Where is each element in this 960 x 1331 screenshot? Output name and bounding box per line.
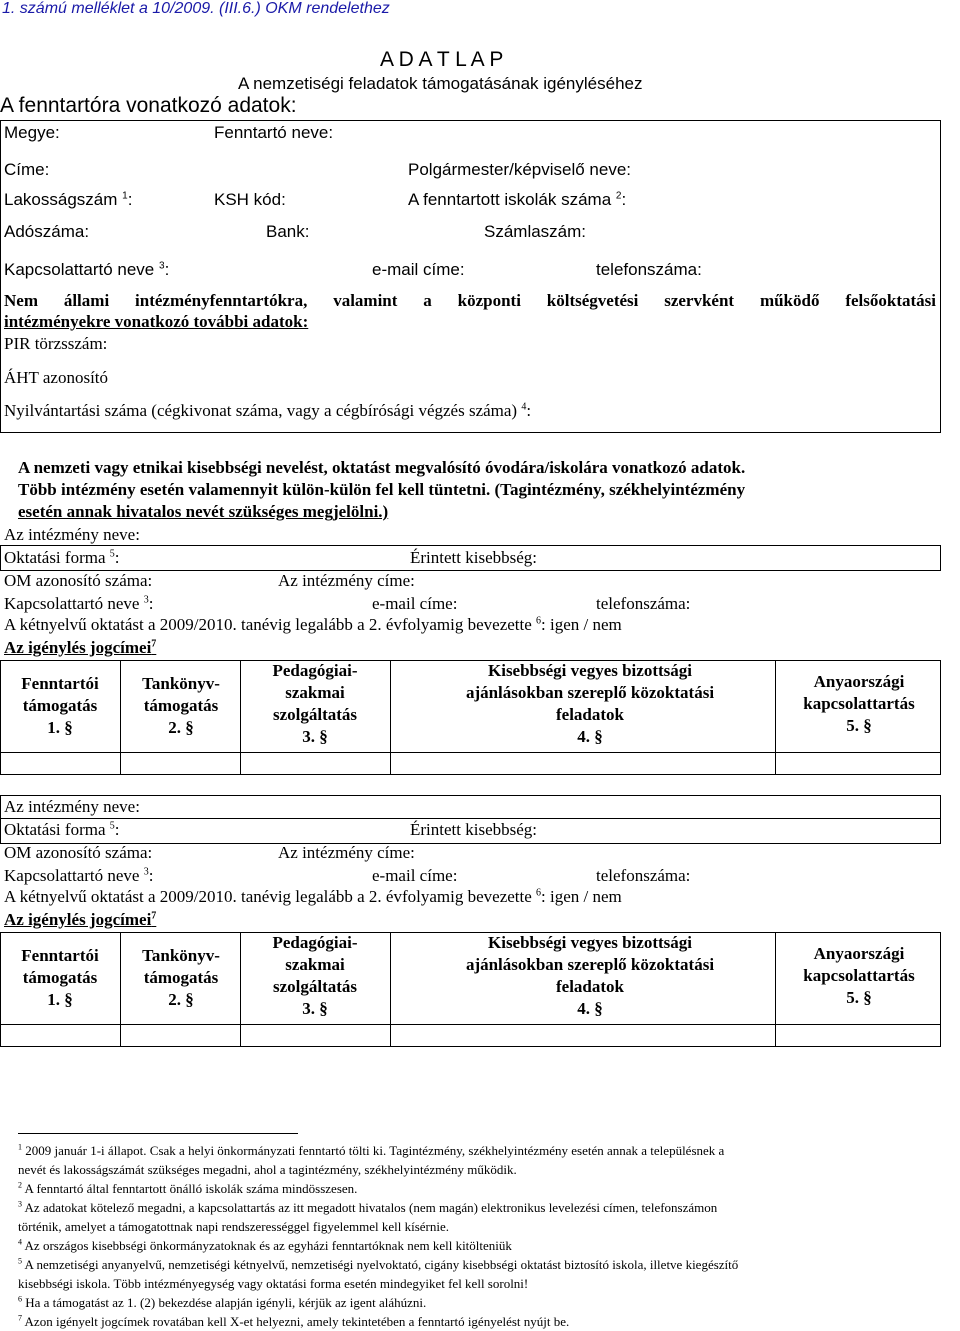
grounds2-col-motherland-relations: Anyaországi kapcsolattartás 5. §	[803, 944, 915, 1007]
grounds-col-owner-support: Fenntartói támogatás 1. §	[21, 674, 99, 737]
footnote-number: 1	[18, 1142, 22, 1152]
footnote-text: kisebbségi iskola. Több intézményegység vagy oktatási forma esetén mindegyiket fel kell sorolni!	[18, 1276, 529, 1291]
institution-name-field-2[interactable]	[0, 795, 941, 819]
phone-label: telefonszáma:	[596, 260, 702, 279]
footnote-number: 3	[18, 1199, 22, 1209]
grounds2-col-minority-committee-tasks: Kisebbségi vegyes bizottsági ajánlásokban szereplő közoktatási feladatok 4. §	[465, 933, 715, 1018]
ksh-code-label: KSH kód:	[214, 190, 286, 209]
county-label: Megye:	[4, 123, 60, 142]
inst-contact-label: Kapcsolattartó neve $^3$:	[4, 594, 154, 613]
footnote-line	[18, 1198, 948, 1217]
education-form-label-2: Oktatási forma $^5$:	[4, 820, 120, 839]
institution-intro-1: A nemzeti vagy etnikai kisebbségi nevelést, oktatást megvalósító óvodára/iskolára vonatkozó adatok.	[18, 458, 746, 477]
footnote-text: nevét és lakosságszámát szükséges megadni, ahol a tagintézmény, székhelyintézmény működik.	[18, 1162, 517, 1177]
footnote-line	[18, 1255, 948, 1274]
inst-contact-label-2: Kapcsolattartó neve $^3$:	[4, 866, 154, 885]
footnote-line	[18, 1179, 948, 1198]
om-id-label: OM azonosító száma:	[4, 571, 153, 590]
contact-label: Kapcsolattartó neve $^3$:	[4, 260, 170, 279]
institution-intro-3: esetén annak hivatalos nevét szükséges megjelölni.)	[18, 502, 389, 521]
footnote-number: 5	[18, 1256, 22, 1266]
footnote-line	[18, 1293, 948, 1312]
grounds2-cell-4[interactable]	[391, 1025, 775, 1046]
footnote-line	[18, 1274, 948, 1293]
institution-address-label-2: Az intézmény címe:	[278, 843, 415, 862]
footnote-number: 4	[18, 1237, 22, 1247]
footnote-number: 7	[18, 1313, 22, 1323]
grounds2-col-pedagogical-service: Pedagógiai- szakmai szolgáltatás 3. §	[272, 933, 358, 1018]
grounds-cell-5[interactable]	[776, 753, 940, 774]
owner-name-label: Fenntartó neve:	[214, 123, 334, 142]
grounds2-col-owner-support: Fenntartói támogatás 1. §	[21, 946, 99, 1009]
grounds-col-textbook-support: Tankönyv- támogatás 2. §	[142, 674, 220, 737]
annex-note: 1. számú melléklet a 10/2009. (III.6.) OKM rendelethez	[2, 0, 390, 17]
institution-name-label-2: Az intézmény neve:	[4, 797, 140, 816]
inst-email-label-2: e-mail címe:	[372, 866, 458, 885]
grounds2-col-textbook-support: Tankönyv- támogatás 2. §	[142, 946, 220, 1009]
inst-email-label: e-mail címe:	[372, 594, 458, 613]
footnote-text: A nemzetiségi anyanyelvű, nemzetiségi kétnyelvű, nemzetiségi nyelvoktató, cigány kisebbségi oktatást biztosító iskola, illetve kiegészítő	[24, 1257, 739, 1272]
inst-phone-label-2: telefonszáma:	[596, 866, 691, 885]
grounds-cell-3[interactable]	[241, 753, 390, 774]
institution-address-label: Az intézmény címe:	[278, 571, 415, 590]
form-subtitle: A nemzetiségi feladatok támogatásának igényléséhez	[238, 74, 643, 93]
address-label: Címe:	[4, 160, 50, 179]
grounds-col-motherland-relations: Anyaországi kapcsolattartás 5. §	[803, 672, 915, 735]
inst-phone-label: telefonszáma:	[596, 594, 691, 613]
tax-number-label: Adószáma:	[4, 222, 90, 241]
email-label: e-mail címe:	[372, 260, 465, 279]
footnote-separator	[18, 1133, 298, 1134]
om-id-label-2: OM azonosító száma:	[4, 843, 153, 862]
footnote-number: 6	[18, 1294, 22, 1304]
footnote-text: Az országos kisebbségi önkormányzatoknak és az egyházi fenntartóknak nem kell kitölteniük	[24, 1238, 512, 1253]
bilingual-question-2: A kétnyelvű oktatást a 2009/2010. tanévig legalább a 2. évfolyamig bevezette $^6$: igen / nem	[4, 887, 622, 906]
grounds-cell-4[interactable]	[391, 753, 775, 774]
education-form-label: Oktatási forma $^5$:	[4, 548, 120, 567]
institution-name-label: Az intézmény neve:	[4, 525, 140, 544]
bilingual-answer[interactable]: igen / nem	[550, 615, 622, 634]
footnote-line	[18, 1217, 948, 1236]
bilingual-answer-2[interactable]: igen / nem	[550, 887, 622, 906]
mayor-label: Polgármester/képviselő neve:	[408, 160, 632, 179]
aht-label: ÁHT azonosító	[4, 368, 109, 387]
form-title: A D A T L A P	[380, 48, 504, 71]
footnote-line	[18, 1236, 948, 1255]
grounds-cell-2[interactable]	[121, 753, 240, 774]
account-label: Számlaszám:	[484, 222, 587, 241]
population-label: Lakosságszám $^1$:	[4, 190, 133, 209]
footnotes	[18, 1141, 948, 1331]
footnote-text: történik, amelyet a támogatottnak napi rendszerességgel figyelemmel kell kísérnie.	[18, 1219, 450, 1234]
footnote-text: Ha a támogatást az 1. (2) bekezdése alapján igényli, kérjük az igent aláhúzni.	[25, 1295, 427, 1310]
grounds2-cell-1[interactable]	[1, 1025, 120, 1046]
footnote-line	[18, 1160, 948, 1179]
bank-label: Bank:	[266, 222, 310, 241]
grounds-heading-2: Az igénylés jogcímei$^7$	[4, 910, 157, 929]
footnote-text: Azon igényelt jogcímek rovatában kell X-et helyezni, amely tekintetében a fenntartó igényelést nyújt be.	[24, 1314, 570, 1329]
owner-section-heading: A fenntartóra vonatkozó adatok:	[0, 94, 297, 117]
grounds-col-minority-committee-tasks: Kisebbségi vegyes bizottsági ajánlásokban szereplő közoktatási feladatok 4. §	[465, 661, 715, 746]
institution-intro-2: Több intézmény esetén valamennyit külön-külön fel kell tüntetni. (Tagintézmény, székhelyintézmény	[18, 480, 746, 499]
nonstate-heading-2: intézményekre vonatkozó további adatok:	[4, 312, 309, 331]
registry-label: Nyilvántartási száma (cégkivonat száma, vagy a cégbírósági végzés száma) $^4$:	[4, 401, 532, 420]
footnote-line	[18, 1141, 948, 1160]
grounds2-cell-3[interactable]	[241, 1025, 390, 1046]
footnote-text: Az adatokat kötelező megadni, a kapcsolattartás az itt megadott hivatalos (nem magán) elektronikus levelezési címen, telefonszámon	[24, 1200, 718, 1215]
minority-label: Érintett kisebbség:	[410, 548, 538, 567]
bilingual-question: A kétnyelvű oktatást a 2009/2010. tanévig legalább a 2. évfolyamig bevezette $^6$: igen / nem	[4, 615, 622, 634]
grounds-col-pedagogical-service: Pedagógiai- szakmai szolgáltatás 3. §	[272, 661, 358, 746]
grounds2-cell-5[interactable]	[776, 1025, 940, 1046]
footnote-text: 2009 január 1-i állapot. Csak a helyi önkormányzati fenntartó tölti ki. Tagintézmény, székhelyintézmény esetén annak a településnek a	[25, 1143, 725, 1158]
grounds-cell-1[interactable]	[1, 753, 120, 774]
grounds-heading: Az igénylés jogcímei$^7$	[4, 638, 157, 657]
pir-label: PIR törzsszám:	[4, 334, 108, 353]
grounds2-cell-2[interactable]	[121, 1025, 240, 1046]
footnote-line	[18, 1312, 948, 1331]
footnote-number: 2	[18, 1180, 22, 1190]
footnote-text: A fenntartó által fenntartott önálló iskolák száma mindösszesen.	[24, 1181, 358, 1196]
schools-count-label: A fenntartott iskolák száma $^2$:	[408, 190, 627, 209]
nonstate-heading-1: Nem állami intézményfenntartókra, valamint a központi költségvetési szervként működő felsőoktatási	[4, 291, 936, 310]
minority-label-2: Érintett kisebbség:	[410, 820, 538, 839]
